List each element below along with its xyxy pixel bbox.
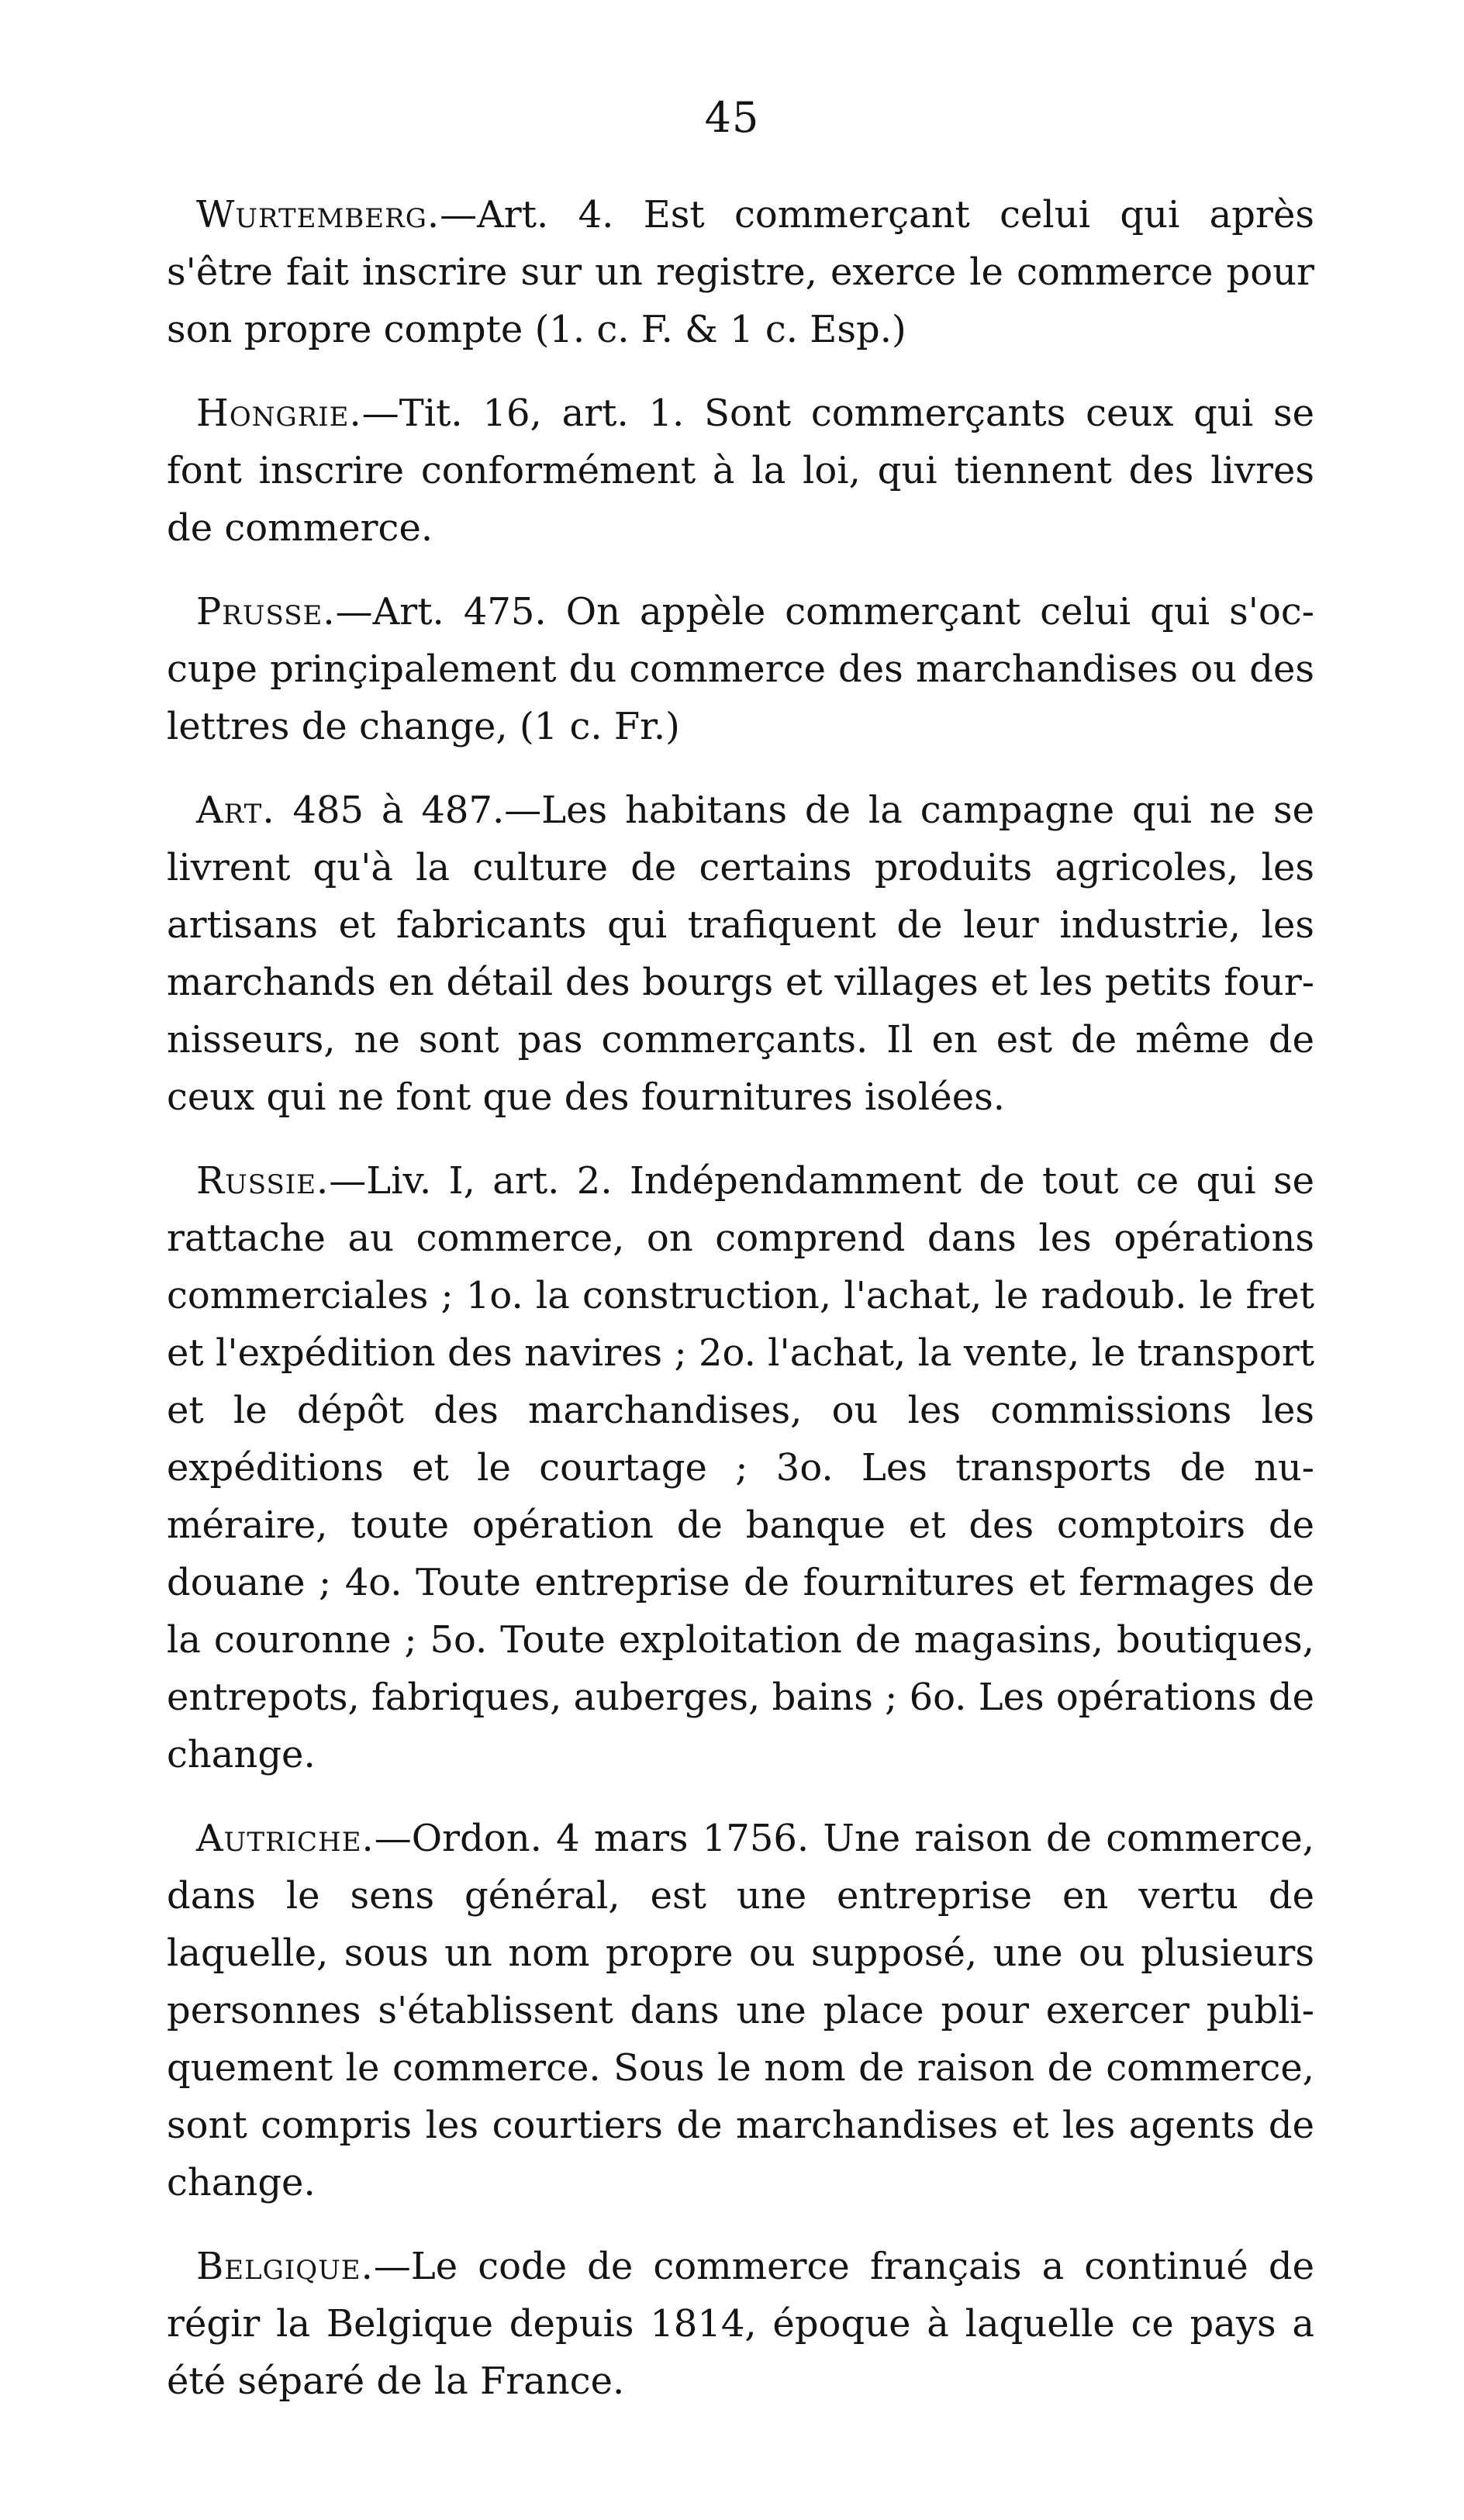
article-heading: Art. xyxy=(196,789,275,832)
paragraph-russie xyxy=(167,1152,1314,1783)
page-body xyxy=(167,186,1314,2436)
paragraph-text: —Le code de commerce français a continué de régir la Belgique depuis 1814, époque à laquelle ce pays a été séparé de la France. xyxy=(167,2245,1314,2403)
paragraph-belgique xyxy=(167,2238,1314,2410)
paragraph-hongrie xyxy=(167,385,1314,557)
country-heading: Hongrie. xyxy=(196,392,362,435)
paragraph-autriche xyxy=(167,1810,1314,2211)
paragraph-text: —Liv. I, art. 2. Indépendamment de tout ce qui se rattache au commerce, on comprend dans les opérations commerciales ; 1o. la construction, l'achat, le radoub. le fret et l'expédition des navires ; 2o. l'achat, la vente, le transport et le dépôt des marchandises, ou les commissions les expéditions et le courtage ; 3o. Les transports de numéraire, toute opération de banque et des comptoirs de douane ; 4o. Toute entreprise de fournitures et fermages de la couronne ; 5o. Toute exploitation de magasins, boutiques, entrepots, fabriques, auberges, bains ; 6o. Les opérations de change. xyxy=(167,1159,1314,1776)
paragraph-text: —Art. 4. Est commerçant celui qui après s'être fait inscrire sur un registre, exerce le commerce pour son propre compte (1. c. F. & 1 c. Esp.) xyxy=(167,193,1314,351)
page-number: 45 xyxy=(704,93,760,142)
country-heading: Belgique. xyxy=(196,2245,374,2288)
country-heading: Autriche. xyxy=(196,1817,375,1860)
paragraph-text: —Tit. 16, art. 1. Sont commerçants ceux qui se font inscrire conformément à la loi, qui tiennent des livres de commerce. xyxy=(167,392,1314,550)
paragraph-wurtemberg xyxy=(167,186,1314,358)
paragraph-text: —Ordon. 4 mars 1756. Une raison de commerce, dans le sens général, est une entreprise en vertu de laquelle, sous un nom propre ou supposé, une ou plusieurs personnes s'établissent dans une place pour exercer publiquement le commerce. Sous le nom de raison de commerce, sont compris les courtiers de marchandises et les agents de change. xyxy=(167,1817,1314,2204)
paragraph-prusse xyxy=(167,583,1314,755)
country-heading: Russie. xyxy=(196,1159,330,1203)
paragraph-text: —Art. 475. On appèle commerçant celui qui s'occupe prinçipalement du commerce des marchandises ou des lettres de change, (1 c. Fr.) xyxy=(167,590,1314,748)
paragraph-prusse-art-485 xyxy=(167,782,1314,1126)
country-heading: Wurtemberg. xyxy=(196,193,440,236)
country-heading: Prusse. xyxy=(196,590,336,633)
paragraph-text: 485 à 487.—Les habitans de la campagne qui ne se livrent qu'à la culture de certains produits agricoles, les artisans et fabricants qui trafiquent de leur industrie, les marchands en détail des bourgs et villages et les petits fournisseurs, ne sont pas commerçants. Il en est de même de ceux qui ne font que des fournitures isolées. xyxy=(167,789,1314,1119)
